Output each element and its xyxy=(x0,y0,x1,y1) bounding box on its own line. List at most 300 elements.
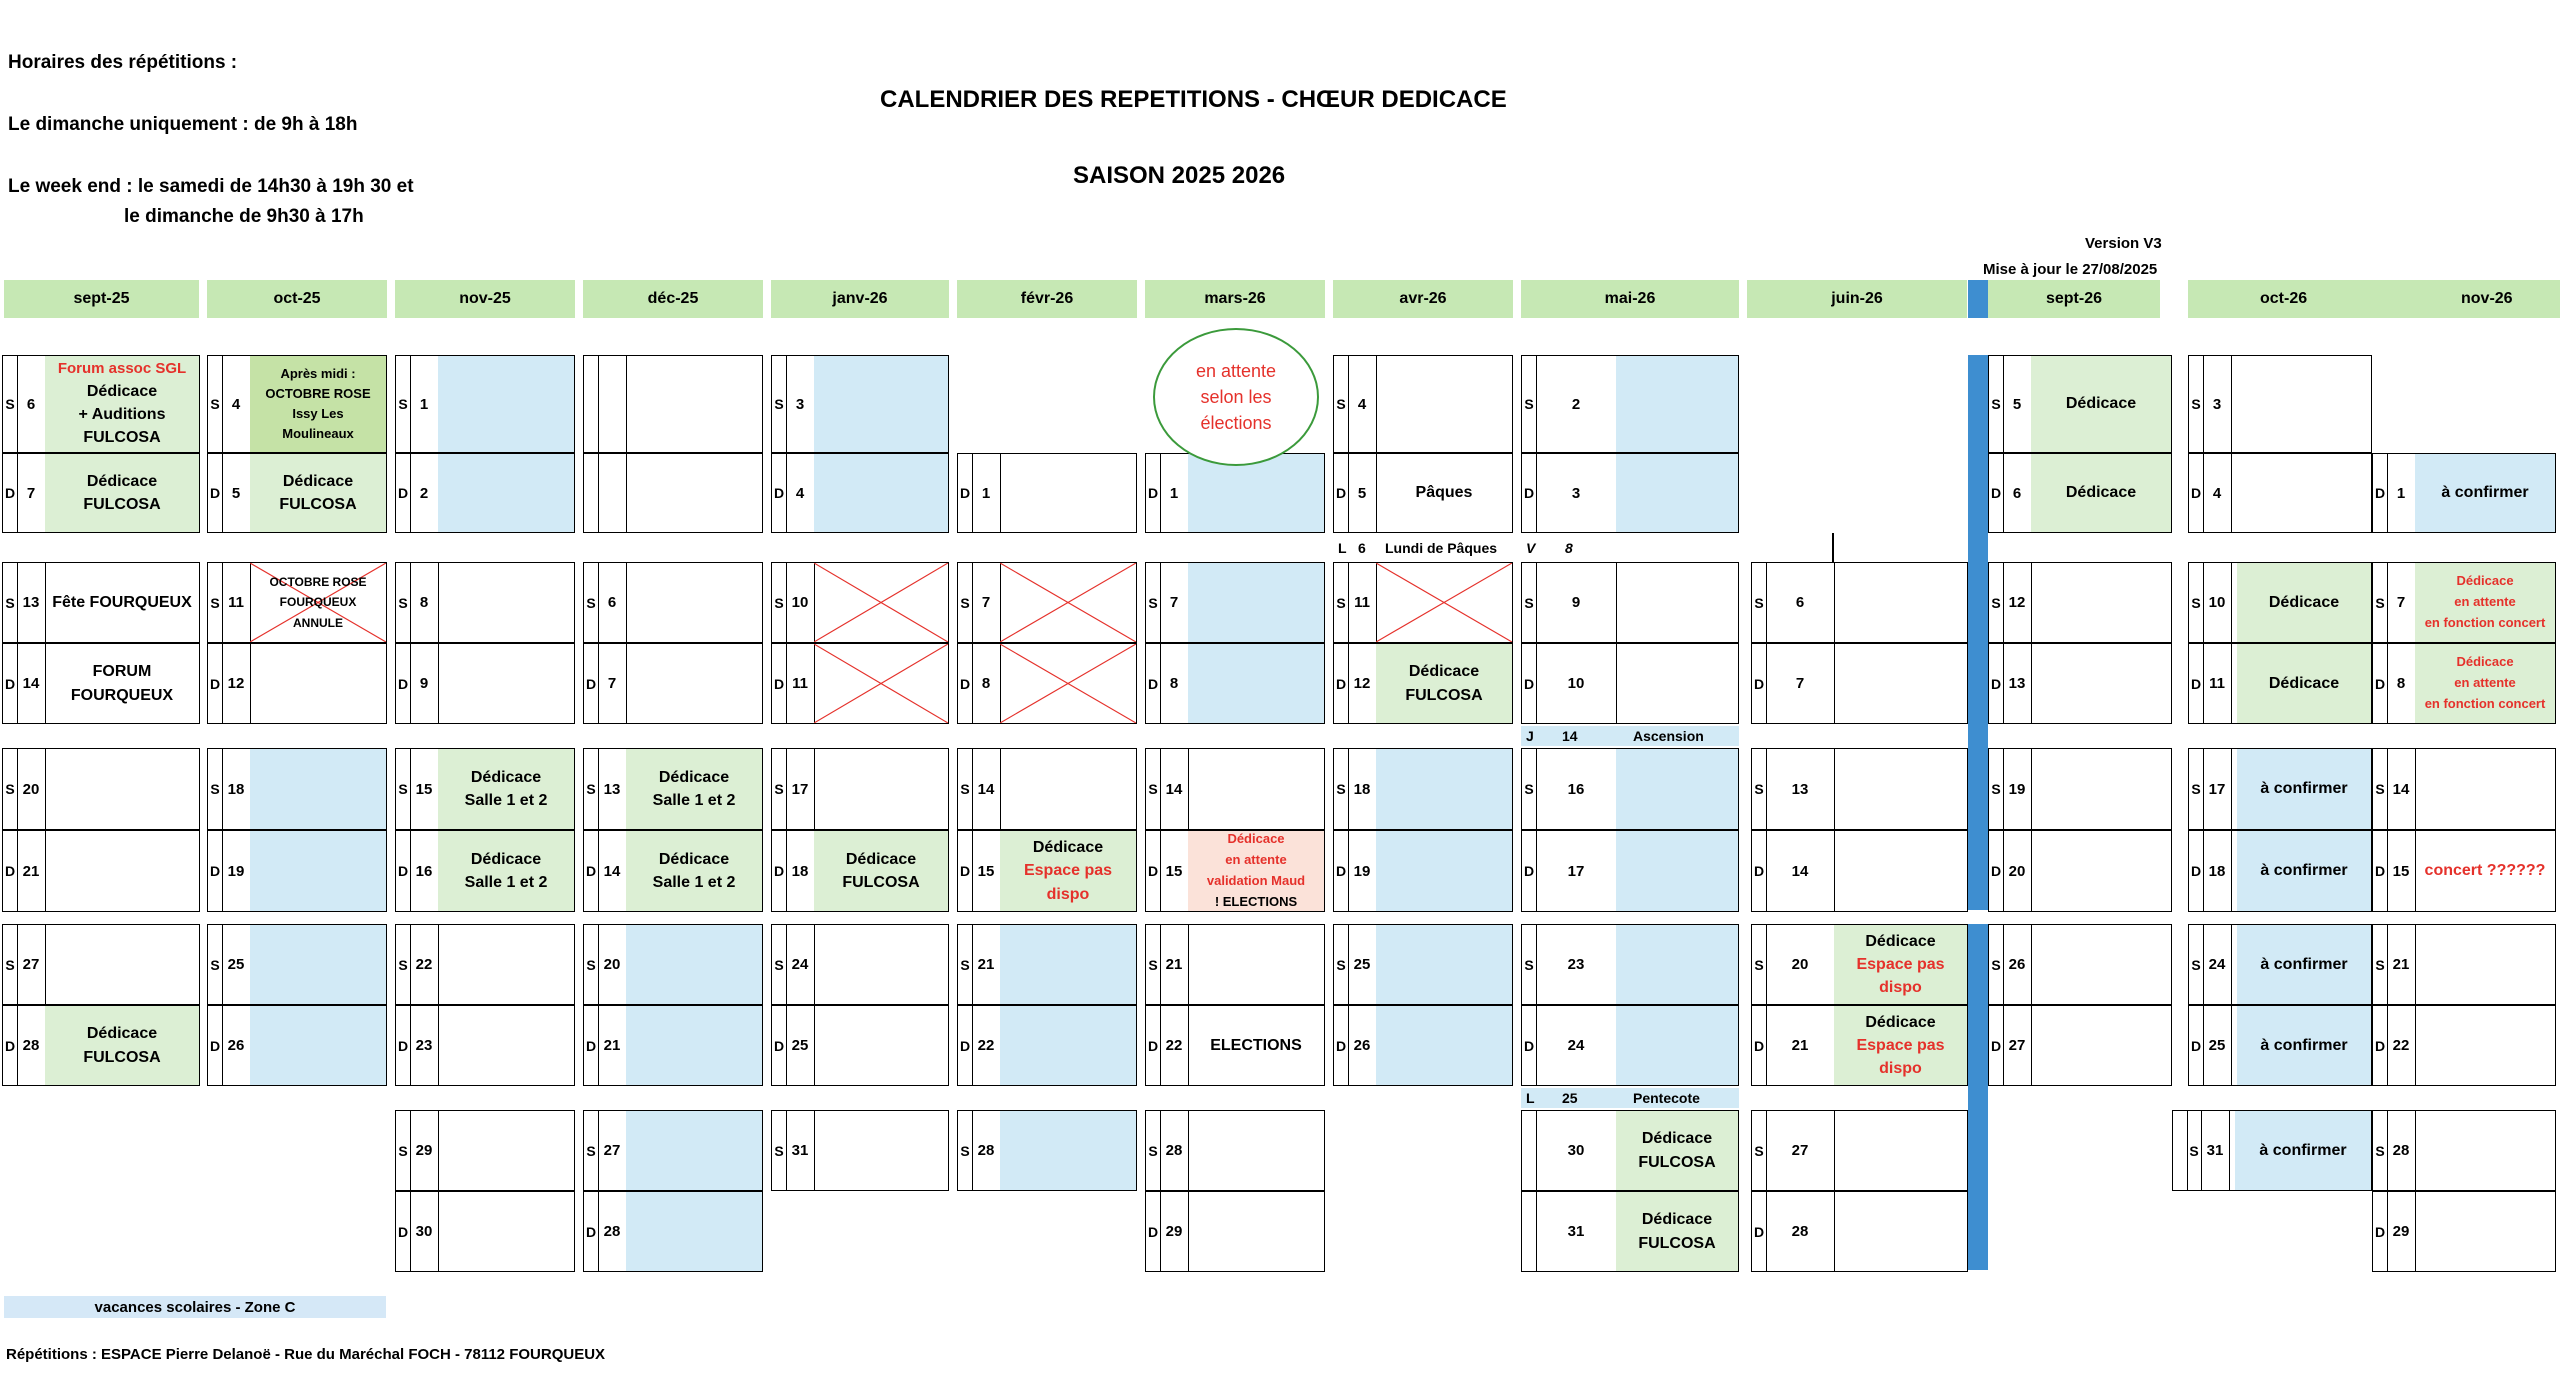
divider xyxy=(1832,533,1834,562)
day-number: 14 xyxy=(2387,749,2416,829)
day-number: 17 xyxy=(2203,749,2232,829)
day-cell xyxy=(1333,643,1513,724)
day-letter: S xyxy=(1989,749,2004,829)
day-cell xyxy=(1988,1005,2172,1086)
event-line: Salle 1 et 2 xyxy=(652,874,736,891)
day-cell xyxy=(207,453,387,533)
day-letter: D xyxy=(1522,454,1537,532)
month-header-janv-26: janv-26 xyxy=(771,280,949,318)
day-cell xyxy=(1751,830,1968,912)
day-event xyxy=(2415,1111,2555,1190)
day-number: 18 xyxy=(222,749,251,829)
event-line: Dédicace xyxy=(2456,654,2514,670)
event-line: Dédicace xyxy=(1641,1130,1713,1148)
day-letter: S xyxy=(2373,563,2388,642)
day-number: 14 xyxy=(1160,749,1189,829)
day-number: 20 xyxy=(17,749,46,829)
day-cell xyxy=(395,830,575,912)
day-event: ELECTIONS xyxy=(1210,1036,1302,1054)
day-cell xyxy=(2,748,200,830)
day-letter: S xyxy=(2189,925,2204,1004)
day-cell xyxy=(583,924,763,1005)
day-number: 1 xyxy=(1160,454,1189,532)
day-letter xyxy=(2173,1111,2188,1190)
day-letter: S xyxy=(396,1111,411,1190)
day-event xyxy=(438,563,574,642)
day-number: 22 xyxy=(410,925,439,1004)
day-event xyxy=(2415,563,2555,642)
day-cell xyxy=(771,562,949,643)
day-cell xyxy=(2372,453,2556,533)
event-line: Dédicace xyxy=(1865,1013,1936,1031)
event-line: Dédicace xyxy=(845,850,917,868)
day-letter: S xyxy=(2189,749,2204,829)
day-number: 19 xyxy=(2003,749,2032,829)
day-number: 14 xyxy=(17,644,46,723)
day-number: 13 xyxy=(598,749,627,829)
event-line: en fonction concert xyxy=(2424,614,2546,630)
day-letter: S xyxy=(3,925,18,1004)
day-letter: D xyxy=(2189,1006,2204,1085)
day-letter: S xyxy=(1522,563,1537,642)
day-number: 29 xyxy=(410,1111,439,1190)
day-letter: D xyxy=(2373,1192,2388,1271)
day-letter: S xyxy=(958,749,973,829)
day-number: 19 xyxy=(222,831,251,911)
day-cell xyxy=(1751,562,1968,643)
day-number: 24 xyxy=(786,925,815,1004)
day-number: 8 xyxy=(2387,644,2416,723)
day-letter: D xyxy=(958,1006,973,1085)
day-number: 23 xyxy=(1536,925,1617,1004)
day-event xyxy=(1616,644,1738,723)
day-letter: D xyxy=(958,454,973,532)
day-number: 26 xyxy=(222,1006,251,1085)
holiday-day-number: 6 xyxy=(1358,540,1366,556)
day-number: 22 xyxy=(2387,1006,2416,1085)
day-number: 7 xyxy=(17,454,46,532)
day-letter: S xyxy=(1146,563,1161,642)
day-cell xyxy=(1145,748,1325,830)
day-cell xyxy=(1521,1191,1739,1272)
holiday-band-pentecote xyxy=(1521,1088,1739,1108)
day-event xyxy=(1834,644,1967,723)
day-cell xyxy=(1333,453,1513,533)
day-number: 4 xyxy=(2203,454,2232,532)
day-number: 21 xyxy=(598,1006,627,1085)
month-header-mars-26: mars-26 xyxy=(1145,280,1325,318)
day-event: Dédicace xyxy=(2031,356,2171,452)
day-letter: D xyxy=(1989,454,2004,532)
day-number: 7 xyxy=(972,563,1001,642)
day-letter: D xyxy=(1752,1192,1767,1271)
day-cell xyxy=(2,643,200,724)
day-cell xyxy=(207,643,387,724)
day-letter: D xyxy=(2189,831,2204,911)
month-label-nov-26: nov-26 xyxy=(2461,290,2513,307)
day-number: 4 xyxy=(1348,356,1377,452)
day-cell xyxy=(2372,748,2556,830)
day-event xyxy=(2415,749,2555,829)
day-number: 9 xyxy=(410,644,439,723)
day-cell xyxy=(1751,748,1968,830)
day-event xyxy=(1616,454,1738,532)
day-letter: D xyxy=(2373,644,2388,723)
holiday-label: Pentecote xyxy=(1633,1090,1700,1106)
day-event xyxy=(250,925,386,1004)
day-number: 15 xyxy=(972,831,1001,911)
day-letter: D xyxy=(2373,454,2388,532)
day-letter: S xyxy=(958,925,973,1004)
day-number: 27 xyxy=(17,925,46,1004)
day-event xyxy=(1000,831,1136,911)
day-number: 30 xyxy=(1536,1111,1617,1190)
day-number: 30 xyxy=(410,1192,439,1271)
day-event xyxy=(1000,1006,1136,1085)
day-number: 6 xyxy=(17,356,46,452)
day-cell xyxy=(957,562,1137,643)
day-number: 24 xyxy=(2203,925,2232,1004)
day-letter: S xyxy=(1522,356,1537,452)
day-number: 20 xyxy=(1766,925,1835,1004)
day-event xyxy=(1000,749,1136,829)
day-event xyxy=(1000,1111,1136,1190)
day-event xyxy=(1376,356,1512,452)
day-cell xyxy=(957,453,1137,533)
day-letter: D xyxy=(1989,1006,2004,1085)
day-event xyxy=(1000,454,1136,532)
day-cell xyxy=(395,1191,575,1272)
event-line: FULCOSA xyxy=(1638,1234,1716,1252)
day-event xyxy=(438,925,574,1004)
day-event xyxy=(1616,563,1738,642)
day-event xyxy=(250,831,386,911)
day-cell xyxy=(2188,924,2372,1005)
day-letter: S xyxy=(2189,356,2204,452)
day-event xyxy=(626,831,762,911)
day-number: 31 xyxy=(1536,1192,1617,1271)
day-cell xyxy=(395,748,575,830)
day-cell xyxy=(2188,643,2372,724)
day-cell xyxy=(207,924,387,1005)
day-number: 3 xyxy=(786,356,815,452)
day-event xyxy=(1000,925,1136,1004)
day-number: 31 xyxy=(786,1111,815,1190)
day-event xyxy=(626,1192,762,1271)
day-number: 24 xyxy=(1536,1006,1617,1085)
event-line: Salle 1 et 2 xyxy=(464,792,548,809)
day-cell xyxy=(1988,643,2172,724)
day-event xyxy=(250,749,386,829)
separator-bar-top xyxy=(1968,355,1988,910)
day-cell xyxy=(957,1110,1137,1191)
day-number: 31 xyxy=(2201,1111,2230,1190)
day-letter: D xyxy=(772,454,787,532)
day-letter: S xyxy=(958,563,973,642)
day-cell xyxy=(583,1191,763,1272)
event-line: en attente xyxy=(1225,852,1287,868)
day-letter: S xyxy=(1752,563,1767,642)
day-cell xyxy=(2372,830,2556,912)
event-line: Salle 1 et 2 xyxy=(464,874,548,891)
day-letter: S xyxy=(1522,749,1537,829)
day-event xyxy=(2415,1192,2555,1271)
day-cell xyxy=(771,830,949,912)
day-letter: S xyxy=(2189,563,2204,642)
day-letter: D xyxy=(396,831,411,911)
day-letter: D xyxy=(396,454,411,532)
day-number: 28 xyxy=(972,1111,1001,1190)
day-event xyxy=(438,1192,574,1271)
day-cell xyxy=(2,830,200,912)
day-cell xyxy=(2,924,200,1005)
day-event xyxy=(1188,454,1324,532)
day-letter: D xyxy=(1989,831,2004,911)
day-number: 21 xyxy=(1160,925,1189,1004)
day-letter: S xyxy=(772,356,787,452)
event-line: FULCOSA xyxy=(279,496,357,513)
day-cell xyxy=(957,643,1137,724)
holiday-label: Lundi de Pâques xyxy=(1385,540,1498,556)
day-letter: D xyxy=(3,454,18,532)
version-label: Version V3 xyxy=(2085,235,2162,252)
day-event xyxy=(626,563,762,642)
day-event xyxy=(1834,1006,1967,1085)
day-letter: D xyxy=(1522,1006,1537,1085)
day-cell xyxy=(207,830,387,912)
day-cell xyxy=(1521,562,1739,643)
day-letter: S xyxy=(2373,1111,2388,1190)
day-cell xyxy=(2188,453,2372,533)
pending-elections-stamp xyxy=(1153,328,1319,466)
day-cell xyxy=(2,1005,200,1086)
day-cell xyxy=(1521,748,1739,830)
day-event: Dédicace xyxy=(2031,454,2171,532)
day-cell xyxy=(1521,924,1739,1005)
holiday-band-ascension xyxy=(1521,726,1739,746)
day-cell xyxy=(771,453,949,533)
day-number: 22 xyxy=(1160,1006,1189,1085)
day-letter: D xyxy=(772,831,787,911)
day-number: 28 xyxy=(17,1006,46,1085)
day-number: 20 xyxy=(2003,831,2032,911)
day-letter: D xyxy=(3,644,18,723)
day-event: Fête FOURQUEUX xyxy=(52,593,192,611)
day-cell xyxy=(395,562,575,643)
day-event xyxy=(1376,644,1512,723)
event-line: FULCOSA xyxy=(83,1048,161,1066)
day-letter: D xyxy=(3,831,18,911)
day-letter: S xyxy=(584,563,599,642)
day-number: 26 xyxy=(2003,925,2032,1004)
event-line: + Auditions xyxy=(78,406,166,424)
day-letter: S xyxy=(1146,1111,1161,1190)
day-number: 13 xyxy=(1766,749,1835,829)
day-letter: D xyxy=(1334,454,1349,532)
event-line: Dédicace xyxy=(470,768,542,786)
day-number: 18 xyxy=(2203,831,2232,911)
day-event xyxy=(2031,749,2171,829)
day-letter: D xyxy=(1146,1192,1161,1271)
day-letter: D xyxy=(2189,454,2204,532)
holiday-letter: V xyxy=(1526,540,1536,556)
day-letter: S xyxy=(772,563,787,642)
day-event: à confirmer xyxy=(2237,925,2371,1004)
cancelled-cross xyxy=(814,563,948,642)
day-number: 19 xyxy=(1348,831,1377,911)
day-letter: D xyxy=(1146,831,1161,911)
day-letter: S xyxy=(1146,749,1161,829)
separator-bar-bottom xyxy=(1968,924,1988,1270)
day-event xyxy=(2415,831,2555,911)
day-event xyxy=(1834,563,1967,642)
day-letter: D xyxy=(2373,831,2388,911)
day-cell xyxy=(395,924,575,1005)
event-line: Dédicace xyxy=(2456,573,2514,589)
event-line: en attente xyxy=(2454,594,2516,610)
day-number: 1 xyxy=(410,356,439,452)
day-number: 16 xyxy=(410,831,439,911)
day-cell xyxy=(1145,643,1325,724)
day-letter xyxy=(584,454,599,532)
month-header-avr-26: avr-26 xyxy=(1333,280,1513,318)
day-number: 27 xyxy=(1766,1111,1835,1190)
day-event xyxy=(1834,749,1967,829)
day-number: 14 xyxy=(1766,831,1835,911)
event-line: Dédicace xyxy=(1865,932,1936,950)
day-number: 3 xyxy=(1536,454,1617,532)
day-cell xyxy=(207,355,387,453)
day-cell xyxy=(1145,1110,1325,1191)
day-letter: D xyxy=(396,644,411,723)
day-number: 15 xyxy=(410,749,439,829)
day-number: 11 xyxy=(2203,644,2232,723)
day-event: Dédicace xyxy=(2237,644,2371,723)
month-header-dec-25: déc-25 xyxy=(583,280,763,318)
event-line: concert ?????? xyxy=(2424,862,2546,880)
day-number: 7 xyxy=(2387,563,2416,642)
season-title: SAISON 2025 2026 xyxy=(1073,162,1286,189)
day-number: 2 xyxy=(1536,356,1617,452)
event-line: Dédicace xyxy=(86,472,158,490)
day-event xyxy=(1188,563,1324,642)
day-event xyxy=(438,644,574,723)
holiday-day-number: 14 xyxy=(1562,728,1578,744)
holiday-day-number: 8 xyxy=(1565,540,1573,556)
day-event xyxy=(1376,749,1512,829)
day-cell xyxy=(2372,924,2556,1005)
day-event xyxy=(45,1006,199,1085)
day-event xyxy=(2031,1006,2171,1085)
day-event xyxy=(1834,925,1967,1004)
day-cell xyxy=(1751,1110,1968,1191)
event-line: en fonction concert xyxy=(2424,695,2546,711)
day-event xyxy=(626,644,762,723)
day-letter: S xyxy=(396,356,411,452)
cancelled-cross xyxy=(1376,563,1512,642)
day-letter: S xyxy=(1989,925,2004,1004)
day-number: 12 xyxy=(2003,563,2032,642)
day-number: 27 xyxy=(2003,1006,2032,1085)
day-event xyxy=(814,831,948,911)
event-line: Dédicace xyxy=(1408,663,1480,681)
day-event xyxy=(2031,925,2171,1004)
day-number xyxy=(598,454,627,532)
day-event xyxy=(45,356,199,452)
day-letter: S xyxy=(1752,749,1767,829)
holiday-letter: J xyxy=(1526,728,1534,744)
event-line: FOURQUEUX xyxy=(70,686,174,704)
day-event xyxy=(438,749,574,829)
day-cell xyxy=(1145,1191,1325,1272)
day-event xyxy=(626,925,762,1004)
horaires-weekend-2: le dimanche de 9h30 à 17h xyxy=(124,206,364,227)
day-letter: S xyxy=(396,563,411,642)
day-letter: S xyxy=(3,356,18,452)
day-event xyxy=(1616,1111,1738,1190)
event-line: Espace pas dispo xyxy=(1856,955,1945,997)
day-cell xyxy=(583,830,763,912)
day-number: 8 xyxy=(410,563,439,642)
day-event xyxy=(2031,563,2171,642)
day-cell xyxy=(583,1005,763,1086)
day-event xyxy=(814,454,948,532)
day-number: 12 xyxy=(1348,644,1377,723)
day-number: 17 xyxy=(1536,831,1617,911)
day-event xyxy=(814,925,948,1004)
day-letter: S xyxy=(1334,356,1349,452)
day-number: 28 xyxy=(1160,1111,1189,1190)
day-event xyxy=(1188,1192,1324,1271)
day-letter: S xyxy=(1334,749,1349,829)
day-letter: D xyxy=(1522,831,1537,911)
event-line: en attente xyxy=(2454,675,2516,691)
day-cell xyxy=(395,453,575,533)
day-cell xyxy=(771,1110,949,1191)
day-cell xyxy=(957,830,1137,912)
day-event xyxy=(1616,749,1738,829)
event-line: Espace pas dispo xyxy=(1856,1036,1945,1078)
day-cell xyxy=(583,643,763,724)
day-cell xyxy=(1751,1191,1968,1272)
day-event: à confirmer xyxy=(2237,749,2371,829)
day-number: 5 xyxy=(222,454,251,532)
event-line: OCTOBRE ROSE xyxy=(269,574,367,589)
day-number: 4 xyxy=(222,356,251,452)
event-line: Dédicace xyxy=(86,383,158,401)
day-letter: S xyxy=(584,925,599,1004)
day-number: 29 xyxy=(2387,1192,2416,1271)
day-cell xyxy=(1521,1110,1739,1191)
day-letter: D xyxy=(1522,644,1537,723)
day-cell xyxy=(1145,1005,1325,1086)
day-number: 7 xyxy=(1766,644,1835,723)
event-line: Dédicace xyxy=(470,850,542,868)
day-number: 13 xyxy=(17,563,46,642)
day-event xyxy=(814,749,948,829)
day-letter: D xyxy=(772,644,787,723)
event-line: FULCOSA xyxy=(83,496,161,513)
day-letter: S xyxy=(208,749,223,829)
month-header-sept-26: sept-26 xyxy=(1988,280,2160,318)
day-number: 29 xyxy=(1160,1192,1189,1271)
day-number: 10 xyxy=(1536,644,1617,723)
legend-school-holidays: vacances scolaires - Zone C xyxy=(4,1296,386,1318)
day-event xyxy=(814,1111,948,1190)
day-letter: D xyxy=(1752,644,1767,723)
day-cell xyxy=(2372,1110,2556,1191)
event-line: Forum assoc SGL xyxy=(57,360,187,378)
